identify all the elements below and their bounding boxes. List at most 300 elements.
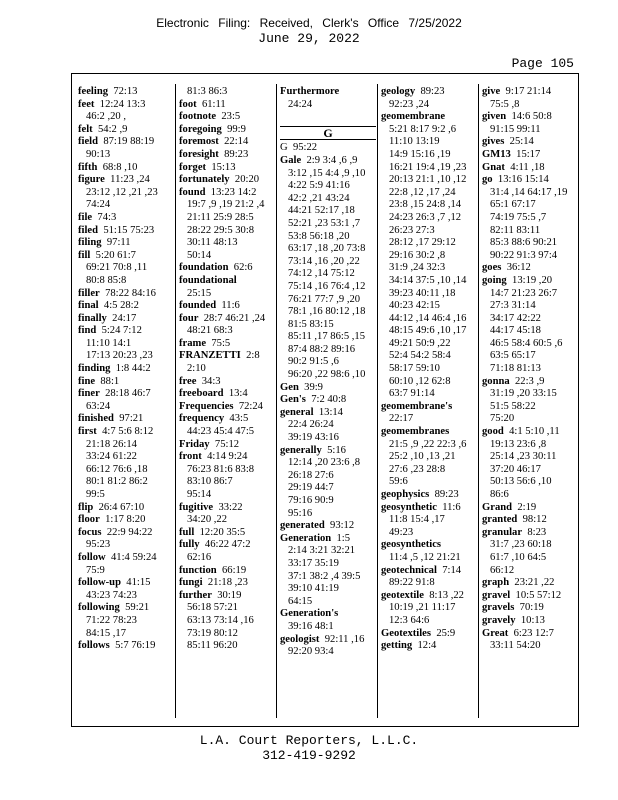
column-divider [478, 84, 479, 718]
index-term: gravely [482, 614, 516, 626]
page-line-refs: 1:5 [331, 532, 351, 544]
index-entry [78, 212, 174, 225]
page-line-refs: 4:1 5:10 ,11 [503, 426, 560, 438]
page-line-refs: 78:1 ,16 80:12 ,18 [288, 306, 366, 318]
page-line-refs: 71:18 81:13 [490, 363, 541, 375]
index-entry [78, 162, 174, 175]
page-line-refs: 48:15 49:6 ,10 ,17 [389, 325, 467, 337]
page-line-refs: 99:5 [86, 489, 105, 500]
page-line-refs: 52:4 54:2 58:4 [389, 350, 451, 362]
page-line-refs: 63:5 65:17 [490, 350, 536, 362]
index-term: feeling [78, 86, 109, 97]
page-line-refs: 28:22 29:5 30:8 [187, 224, 255, 236]
page-line-refs: 33:11 54:20 [490, 640, 541, 652]
page-line-refs: 31:19 ,20 33:15 [490, 388, 557, 400]
page-line-refs: 33:17 35:19 [288, 557, 339, 569]
index-entry [482, 590, 578, 603]
page-line-refs: 11:6 [436, 501, 461, 513]
index-column-1 [78, 86, 174, 653]
page-line-refs: 87:4 88:2 89:16 [288, 343, 356, 355]
page-line-refs: 95:23 [86, 539, 111, 551]
index-term: further [179, 589, 212, 601]
index-entry [482, 262, 578, 275]
page-line-refs: 48:21 68:3 [187, 325, 233, 337]
page-line-refs: 22:17 [389, 413, 414, 425]
page-line-refs: 33:24 61:22 [86, 451, 137, 463]
page-line-refs: 46:5 58:4 60:5 ,6 [490, 337, 563, 349]
index-term: feet [78, 98, 95, 110]
index-entry [381, 426, 477, 439]
index-entry [78, 413, 174, 426]
page-line-refs: 3:12 ,15 4:4 ,9 ,10 [288, 167, 366, 179]
index-term: granted [482, 514, 518, 526]
page-line-refs: 30:11 48:13 [187, 237, 238, 249]
index-term: following [78, 602, 120, 614]
page-line-refs: 14:7 21:23 26:7 [490, 287, 558, 299]
page-line-refs: 75:5 ,8 [490, 98, 520, 110]
page-line-refs: 13:19 ,20 [506, 274, 553, 286]
page-line-refs: 51:15 75:23 [98, 224, 155, 236]
index-term: Gnat [482, 161, 505, 173]
index-entry [78, 602, 174, 615]
index-term: good [482, 426, 504, 438]
index-term: free [179, 375, 197, 387]
footer-company: L.A. Court Reporters, L.L.C. [199, 733, 419, 748]
page-line-refs: 12:14 ,20 23:6 ,8 [288, 457, 361, 469]
page-line-refs: 22:14 [218, 136, 249, 148]
page-line-refs: 26:23 27:3 [389, 224, 435, 236]
index-entry [78, 250, 174, 263]
page-line-refs: 12:24 13:3 [94, 98, 146, 110]
index-entry [179, 99, 275, 112]
index-entry [78, 86, 174, 99]
index-entry [482, 426, 578, 439]
index-term: foundation [179, 262, 229, 274]
page-line-refs: 34:14 37:5 ,10 ,14 [389, 274, 467, 286]
index-term: Gen [280, 381, 299, 393]
page-line-refs: 4:7 5:6 8:12 [96, 426, 154, 438]
page-line-refs: 87:19 88:19 [98, 136, 155, 148]
index-term: Furthermore [280, 86, 340, 97]
index-entry [179, 451, 275, 464]
page-line-refs: 11:23 ,24 [104, 174, 150, 186]
page-line-refs: 11:4 ,5 ,12 21:21 [389, 551, 461, 563]
filing-header: Electronic Filing: Received, Clerk's Office 7/25/2022 [156, 16, 462, 30]
page-line-refs: 1:8 44:2 [110, 363, 151, 375]
page-line-refs: 28:7 46:21 ,24 [198, 312, 266, 324]
page-line-refs: 52:21 ,23 53:1 ,7 [288, 217, 361, 229]
page-line-refs: 34:20 ,22 [187, 514, 228, 526]
page-line-refs: 11:8 15:4 ,17 [389, 514, 445, 526]
index-entry [78, 174, 174, 187]
page-line-refs: 81:3 86:3 [187, 86, 228, 97]
page-line-refs: 95:16 [288, 507, 313, 519]
index-entry [280, 142, 376, 155]
page-line-refs: 26:18 27:6 [288, 469, 334, 481]
page-line-refs: 60:10 ,12 62:8 [389, 375, 451, 387]
page-line-refs: 25:15 [187, 287, 212, 299]
index-term: Great [482, 627, 509, 639]
page-line-refs: 11:10 14:1 [86, 337, 132, 349]
index-term: four [179, 312, 199, 324]
index-term: fill [78, 249, 91, 261]
page-line-refs: 30:19 [211, 589, 242, 601]
index-term: filler [78, 287, 100, 299]
page-line-refs: 4:22 5:9 41:16 [288, 180, 350, 192]
page-line-refs: 4:11 ,18 [504, 161, 545, 173]
page-line-refs: 49:21 50:9 ,22 [389, 337, 451, 349]
index-term: freeboard [179, 388, 224, 400]
index-term: file [78, 211, 93, 223]
page-line-refs: 2:19 [512, 501, 537, 513]
page-line-refs: 24:17 [106, 312, 137, 324]
index-term: foundational [179, 274, 237, 286]
page-line-refs: 25:14 [504, 136, 534, 148]
index-term: gravel [482, 589, 511, 601]
page-line-refs: 25:9 [431, 627, 456, 639]
page-line-refs: 64:15 [288, 595, 313, 607]
index-entry [482, 149, 578, 162]
index-term: found [179, 186, 206, 198]
index-entry [280, 155, 376, 168]
index-term: Generation's [280, 608, 339, 620]
index-term: geomembrane [381, 111, 446, 123]
index-term: fine [78, 375, 96, 387]
page-line-refs: 21:18 26:14 [86, 438, 137, 450]
index-entry [179, 300, 275, 313]
index-term: general [280, 406, 314, 418]
page-line-refs: 86:6 [490, 489, 509, 500]
index-term: geosynthetic [381, 501, 437, 513]
page-number: Page 105 [511, 56, 574, 71]
index-entry [179, 388, 275, 401]
page-line-refs: 21:5 ,9 ,22 22:3 ,6 [389, 438, 467, 450]
page-line-refs: 22:4 26:24 [288, 419, 334, 431]
page-line-refs: 13:16 15:14 [492, 174, 549, 186]
index-term: foot [179, 98, 197, 110]
page-line-refs: 65:1 67:17 [490, 199, 536, 211]
page-line-refs: 27:3 31:14 [490, 300, 536, 312]
page-line-refs: 71:22 78:23 [86, 614, 137, 626]
index-entry [78, 225, 174, 238]
index-entry [179, 149, 275, 162]
page-line-refs: 39:10 41:19 [288, 583, 339, 595]
index-entry [280, 382, 376, 395]
index-term: Gen's [280, 394, 306, 406]
index-entry [179, 313, 275, 326]
page-line-refs: 23:21 ,22 [509, 577, 555, 589]
page-line-refs: 85:11 96:20 [187, 640, 238, 652]
page-line-refs: 4:5 28:2 [98, 300, 139, 312]
page-line-refs: 92:20 93:4 [288, 646, 334, 658]
page-line-refs: 44:23 45:4 47:5 [187, 426, 255, 438]
index-term: geology [381, 86, 416, 97]
page-line-refs: 76:23 81:6 83:8 [187, 463, 255, 475]
index-entry [482, 502, 578, 515]
index-term: follow [78, 551, 106, 563]
page-line-refs: 74:24 [86, 199, 111, 211]
page-line-refs: 23:12 ,12 ,21 ,23 [86, 186, 158, 198]
page-line-refs: 11:10 13:19 [389, 136, 440, 148]
index-term: Gale [280, 154, 302, 166]
page-line-refs: 66:19 [216, 564, 247, 576]
page-line-refs: 25:14 ,23 30:11 [490, 451, 557, 463]
page-line-refs: 44:17 45:18 [490, 325, 541, 337]
page-line-refs: 24:23 26:3 ,7 ,12 [389, 211, 462, 223]
index-entry [78, 514, 174, 527]
index-column-5 [482, 86, 578, 653]
index-entry [179, 539, 275, 552]
index-term: find [78, 325, 97, 337]
page-line-refs: 83:10 86:7 [187, 476, 233, 488]
section-letter: G [280, 126, 376, 141]
page-line-refs: 22:3 ,9 [509, 375, 545, 387]
page-line-refs: 96:20 ,22 98:6 ,10 [288, 369, 366, 381]
index-entry [179, 111, 275, 124]
index-entry [179, 401, 275, 414]
page-line-refs: 22:8 ,12 ,17 ,24 [389, 186, 456, 198]
index-term: Generation [280, 532, 332, 544]
index-term: given [482, 111, 507, 123]
page-line-refs: 80:1 81:2 86:2 [86, 476, 148, 488]
page-line-refs: 2:8 [240, 350, 260, 362]
index-entry [179, 577, 275, 590]
page-line-refs: 72:24 [233, 400, 263, 412]
page-line-refs: 51:5 58:22 [490, 400, 536, 412]
page-line-refs: 24:24 [288, 98, 313, 110]
page-line-refs: 97:11 [101, 237, 131, 249]
index-column-3 [280, 86, 376, 659]
page-line-refs: 15:13 [206, 161, 236, 173]
page-line-refs: 34:17 42:22 [490, 312, 541, 324]
index-term: Grand [482, 501, 513, 513]
page-line-refs: 14:9 15:16 ,19 [389, 148, 451, 160]
index-term: frequency [179, 413, 225, 425]
index-entry [280, 86, 376, 99]
page-line-refs: 63:13 73:14 ,16 [187, 614, 254, 626]
page-line-refs: 40:23 42:15 [389, 300, 440, 312]
index-term: frame [179, 337, 207, 349]
page-line-refs: 72:13 [108, 86, 138, 97]
page-line-refs: 62:16 [187, 551, 212, 563]
index-term: give [482, 86, 501, 97]
index-column-2 [179, 86, 275, 653]
index-term: first [78, 426, 97, 438]
page-line-refs: 28:12 ,17 29:12 [389, 237, 456, 249]
page-line-refs: 84:15 ,17 [86, 627, 127, 639]
page-line-refs: 62:6 [228, 262, 253, 274]
page-line-refs: 23:8 ,15 24:8 ,14 [389, 199, 462, 211]
index-entry [78, 577, 174, 590]
page-line-refs: 1:17 8:20 [99, 514, 146, 526]
page-line-refs: 39:19 43:16 [288, 432, 339, 444]
index-entry [179, 413, 275, 426]
index-entry [381, 489, 477, 502]
index-term: finding [78, 363, 111, 375]
page-line-refs: 37:1 38:2 ,4 39:5 [288, 570, 361, 582]
page-line-refs: 66:12 76:6 ,18 [86, 463, 148, 475]
index-term: getting [381, 640, 413, 652]
page-line-refs: 16:21 19:4 ,19 ,23 [389, 161, 467, 173]
page-line-refs: 95:14 [187, 489, 212, 500]
page-line-refs: 10:5 57:12 [510, 589, 562, 601]
index-term: finally [78, 312, 107, 324]
index-entry [78, 640, 174, 653]
page-line-refs: 31:9 ,24 32:3 [389, 262, 446, 274]
index-entry [78, 325, 174, 338]
index-term: focus [78, 526, 102, 538]
page-line-refs: 15:17 [510, 148, 541, 160]
page-line-refs: 41:4 59:24 [105, 551, 157, 563]
page-line-refs: 89:22 91:8 [389, 577, 435, 589]
index-term: goes [482, 262, 502, 274]
index-entry [179, 350, 275, 363]
index-term: FRANZETTI [179, 350, 241, 362]
index-entry [179, 124, 275, 137]
index-term: figure [78, 174, 105, 186]
page-line-refs: 95:22 [287, 142, 318, 154]
page-line-refs: 63:17 ,18 ,20 73:8 [288, 243, 366, 255]
index-term: foresight [179, 148, 219, 160]
index-term: fugitive [179, 501, 214, 513]
page-line-refs: 85:11 ,17 86:5 ,15 [288, 331, 366, 343]
index-entry [381, 401, 477, 414]
page-line-refs: 21:18 ,23 [202, 577, 248, 589]
page-line-refs: 42:2 ,21 43:24 [288, 192, 350, 204]
index-entry [179, 174, 275, 187]
page-line-refs: 74:12 ,14 75:12 [288, 268, 355, 280]
page-line-refs: 43:5 [224, 413, 249, 425]
index-term: function [179, 564, 217, 576]
index-entry [179, 275, 275, 288]
index-entry [482, 602, 578, 615]
page-line-refs: 28:18 46:7 [99, 388, 151, 400]
index-term: generated [280, 520, 325, 532]
index-term: field [78, 136, 99, 148]
index-entry [482, 615, 578, 628]
index-term: gonna [482, 375, 510, 387]
index-term: going [482, 274, 507, 286]
index-entry [381, 640, 477, 653]
index-entry [78, 502, 174, 515]
page-line-refs: 92:11 ,16 [319, 633, 365, 645]
page-line-refs: 81:5 83:15 [288, 318, 334, 330]
page-line-refs: 10:13 [515, 614, 545, 626]
index-term: geologist [280, 633, 320, 645]
page-line-refs: 89:23 [429, 489, 459, 500]
page-line-refs: 66:12 [490, 564, 515, 576]
index-entry [482, 174, 578, 187]
index-entry [482, 275, 578, 288]
page-line-refs: 49:23 [389, 526, 414, 538]
page-line-refs: 98:12 [517, 514, 547, 526]
page-line-refs: 74:3 [92, 211, 117, 223]
index-term: front [179, 451, 202, 463]
index-entry [381, 111, 477, 124]
page-line-refs: 61:11 [196, 98, 226, 110]
page-line-refs: 90:13 [86, 148, 111, 160]
page-line-refs: 41:15 [120, 577, 151, 589]
index-entry [280, 520, 376, 533]
index-term: follow-up [78, 577, 121, 589]
page-line-refs: 75:14 ,16 76:4 ,12 [288, 280, 366, 292]
page-line-refs: 5:21 8:17 9:2 ,6 [389, 123, 457, 135]
page-line-refs: 7:14 [436, 564, 462, 576]
index-entry [78, 363, 174, 376]
index-entry [78, 527, 174, 540]
page-line-refs: 4:14 9:24 [201, 451, 248, 463]
index-term: follows [78, 640, 110, 652]
index-term: fortunately [179, 174, 230, 186]
page-line-refs: 13:23 14:2 [205, 186, 257, 198]
page-line-refs: 90:22 91:3 97:4 [490, 249, 558, 261]
page-line-refs: 25:2 ,10 ,13 ,21 [389, 451, 456, 463]
index-entry [78, 388, 174, 401]
page-line-refs: 82:11 83:11 [490, 224, 541, 236]
page-line-refs: 2:10 [187, 363, 206, 375]
index-term: finer [78, 388, 100, 400]
index-term: footnote [179, 111, 217, 123]
column-divider [377, 84, 378, 718]
column-divider [276, 84, 277, 718]
index-term: finished [78, 413, 114, 425]
page-line-refs: 70:19 [514, 602, 544, 614]
page-line-refs: 59:21 [119, 602, 150, 614]
page-line-refs: 63:24 [86, 400, 111, 412]
index-entry [482, 577, 578, 590]
page-line-refs: 39:16 48:1 [288, 620, 334, 632]
page-line-refs: 37:20 46:17 [490, 463, 541, 475]
page-line-refs: 39:9 [298, 381, 323, 393]
index-entry [381, 590, 477, 603]
page-line-refs: 91:15 99:11 [490, 123, 541, 135]
index-term: foremost [179, 136, 219, 148]
page-line-refs: 19:7 ,9 ,19 21:2 ,4 [187, 199, 265, 211]
index-entry [381, 502, 477, 515]
index-term: flip [78, 501, 94, 513]
index-term: graph [482, 577, 510, 589]
page-line-refs: 14:6 50:8 [506, 111, 552, 123]
page-line-refs: 21:11 25:9 28:5 [187, 211, 254, 223]
index-entry [78, 99, 174, 112]
page-line-refs: 58:17 59:10 [389, 363, 440, 375]
index-entry [78, 237, 174, 250]
index-entry [179, 565, 275, 578]
page-line-refs: 20:13 21:1 ,10 ,12 [389, 174, 467, 186]
page-line-refs: 59:6 [389, 476, 408, 488]
index-entry [179, 439, 275, 452]
page-line-refs: 2:14 3:21 32:21 [288, 545, 356, 557]
index-entry [482, 514, 578, 527]
page-line-refs: 5:7 76:19 [109, 640, 156, 652]
index-entry [482, 376, 578, 389]
index-entry [179, 162, 275, 175]
blank-line [280, 111, 376, 124]
page-line-refs: 31:7 ,23 60:18 [490, 539, 552, 551]
index-term: floor [78, 514, 100, 526]
page-line-refs: 75:5 [206, 337, 231, 349]
page-line-refs: 73:14 ,16 ,20 ,22 [288, 255, 360, 267]
page-line-refs: 97:21 [113, 413, 144, 425]
page-line-refs: 34:3 [196, 375, 221, 387]
page-line-refs: 10:19 ,21 11:17 [389, 602, 456, 614]
page-line-refs: 44:12 ,14 46:4 ,16 [389, 312, 467, 324]
index-term: founded [179, 300, 217, 312]
index-entry [280, 394, 376, 407]
page-line-refs: 89:23 [415, 86, 445, 97]
page-line-refs: 31:4 ,14 64:17 ,19 [490, 186, 568, 198]
page-line-refs: 75:12 [209, 438, 240, 450]
